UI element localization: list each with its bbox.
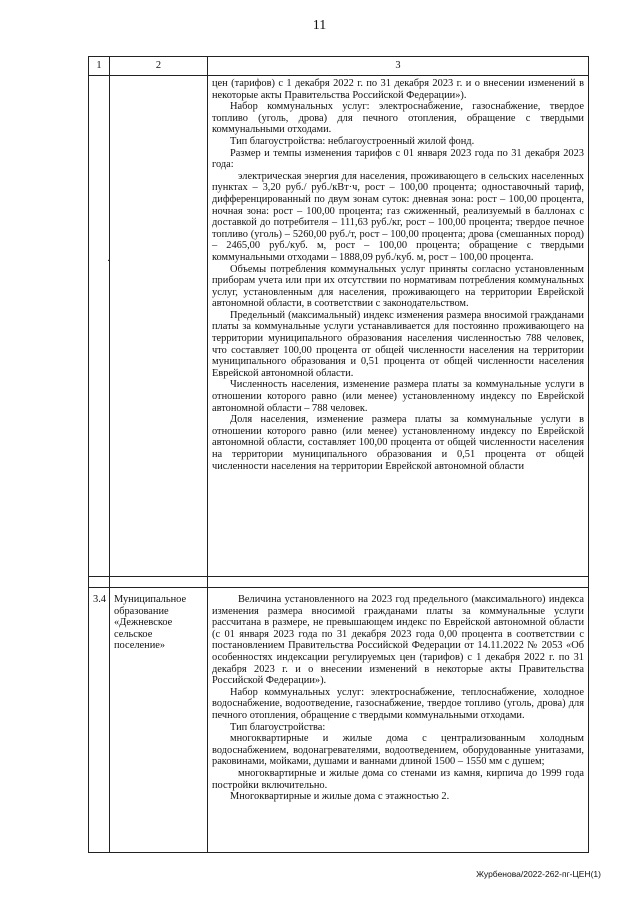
row-number — [89, 76, 110, 577]
paragraph: Численность населения, изменение размера платы за коммунальные услуги в отношении которого равно (или менее) установленному индексу по Еврейской автономной области – 788 человек. — [212, 379, 584, 414]
paragraph: многоквартирные и жилые дома со стенами из камня, кирпича до 1999 года постройки включительно. — [212, 767, 584, 791]
municipality-name: Муниципальное образование «Дежневское сельское поселение» — [110, 588, 208, 853]
stray-mark: · — [107, 256, 111, 267]
document-code: Журбенова/2022-262-пг-ЦЕН(1) — [476, 869, 601, 879]
tariff-table — [88, 56, 589, 853]
paragraph: Тип благоустройства: — [230, 721, 326, 733]
gap-cell — [89, 577, 110, 588]
paragraph: Предельный (максимальный) индекс изменения размера вносимой гражданами платы за коммунальные услуги устанавливается для постоянно проживающего на территории муниципального образования населения численностью 788 человек, что составляет 100,00 процента от общей численности населения на территории муниципального образования и 0,51 процента от общей численности населения Еврейской автономной области. — [212, 309, 584, 379]
table-header-row — [89, 57, 589, 76]
table-row — [89, 588, 589, 853]
paragraph: Размер и темпы изменения тарифов с 01 января 2023 года по 31 декабря 2023 года: — [212, 147, 584, 171]
paragraph: Объемы потребления коммунальных услуг приняты согласно установленным приборам учета или при их отсутствии по нормативам потребления коммунальных услуг, установленным для населения, проживающего на территории Еврейской автономной области, в соответствии с законодательством. — [212, 263, 584, 310]
paragraph: цен (тарифов) с 1 декабря 2022 г. по 31 декабря 2023 г. и о внесении изменений в некоторые акты Правительства Российской Федерации»). — [212, 78, 584, 101]
municipality-name — [110, 76, 208, 577]
gap-cell — [208, 577, 589, 588]
paragraph: Тип благоустройства: неблагоустроенный жилой фонд. — [230, 135, 475, 147]
row-gap — [89, 577, 589, 588]
paragraph: Набор коммунальных услуг: электроснабжение, газоснабжение, твердое топливо (уголь, дрова) для печного отопления, обращение с твердыми коммунальными отходами. — [212, 101, 584, 136]
paragraph: Доля населения, изменение размера платы за коммунальные услуги в отношении которого равно (или менее) установленному индексу по Еврейской автономной области, составляет 100,00 процента от общей численности населения на территории муниципального образования и 0,51 процента от общей численности населения на территории Еврейской автономной области — [212, 414, 584, 472]
header-col-2: 2 — [110, 57, 208, 76]
paragraph: Величина установленного на 2023 год предельного (максимального) индекса изменения размера вносимой гражданами платы за коммунальные услуги рассчитана в размере, не превышающем индекс по Еврейской автономной области (с 01 января 2023 года по 31 декабря 2023 года 0,00 процента в соответствии с постановлением Правительства Российской Федерации от 14.11.2022 № 2053 «Об особенностях индексации регулируемых цен (тарифов) с 1 декабря 2022 г. по 31 декабря 2023 г. и о внесении изменений в некоторые акты Правительства Российской Федерации»). — [212, 594, 584, 687]
header-col-3: 3 — [208, 57, 589, 76]
header-col-1: 1 — [89, 57, 110, 76]
paragraph: Многоквартирные и жилые дома с этажностью 2. — [230, 791, 450, 803]
paragraph: многоквартирные и жилые дома с централизованным холодным водоснабжением, водонагревателями, водоотведением, оборудованные унитазами, раковинами, мойками, душами и ваннами длиной 1500 – 1550 мм с душем; — [212, 733, 584, 768]
table-row — [89, 76, 589, 577]
gap-cell — [110, 577, 208, 588]
paragraph: электрическая энергия для населения, проживающего в сельских населенных пунктах – 3,20 руб./ руб./кВт·ч, рост – 100,00 процента; одноставочный тариф, дифференцированный по двум зонам суток: дневная зона: рост – 100,00 процента, ночная зона: рост – 100,00 процента; газ сжиженный, реализуемый в баллонах с доставкой до потребителя – 111,63 руб./кг, рост – 100,00 процента; твердое печное топливо (уголь) – 5260,00 руб./т, рост – 100,00 процента; дрова (смешанных пород) – 2465,00 руб./куб. м, рост – 100,00 процента; обращение с твердыми коммунальными отходами – 1888,09 руб./куб. м, рост – 100,00 процента. — [212, 170, 584, 263]
row-number: 3.4 — [89, 588, 110, 853]
row-description — [208, 76, 589, 577]
paragraph: Набор коммунальных услуг: электроснабжение, теплоснабжение, холодное водоснабжение, водоотведение, газоснабжение, твердое топливо (уголь, дрова) для печного отопления, обращение с твердыми коммунальными отходами. — [212, 686, 584, 721]
row-description — [208, 588, 589, 853]
page-number: 11 — [312, 18, 327, 33]
